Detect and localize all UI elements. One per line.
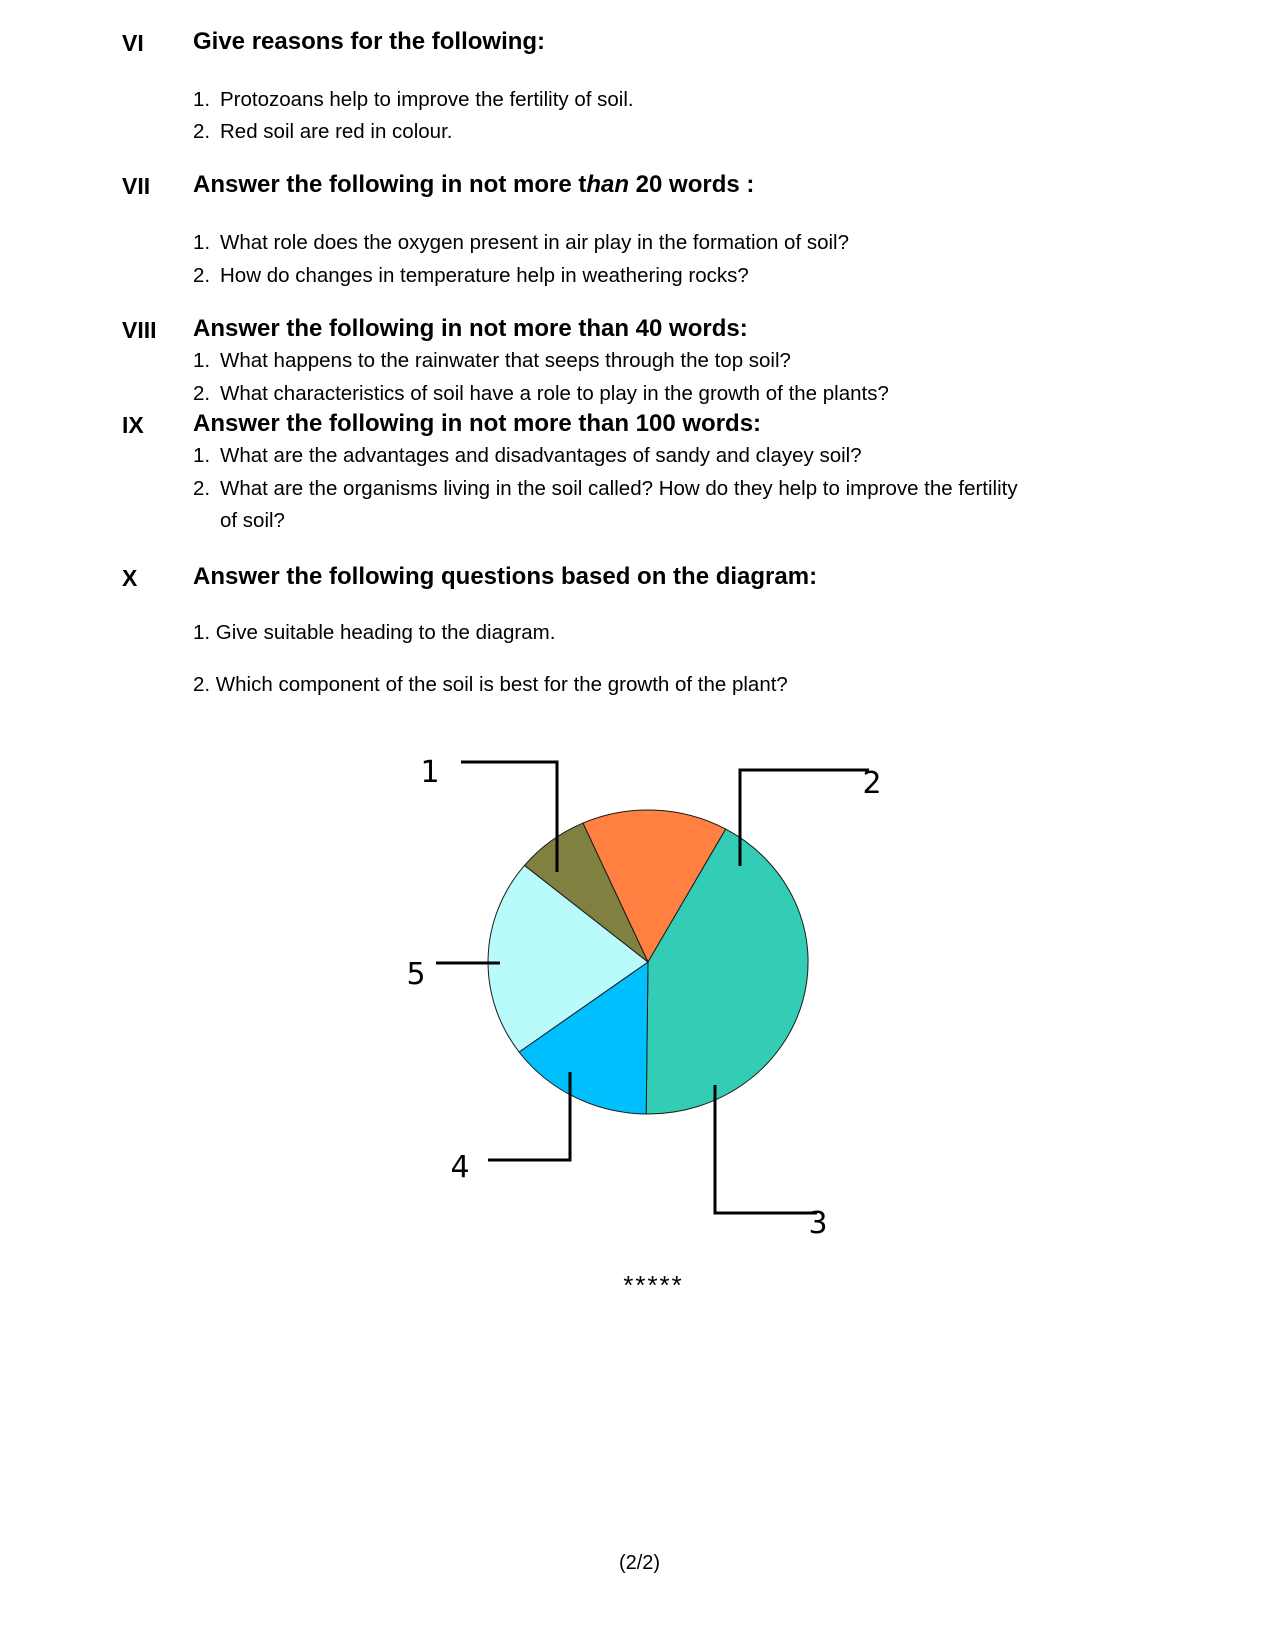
question-number: 1. [193,349,211,372]
section-heading-vi: Give reasons for the following: [193,28,546,55]
question-number: 1. [193,231,211,254]
callout-label-5: 5 [406,957,426,992]
pie-slices [488,810,808,1114]
question-x-1: 1. Give suitable heading to the diagram. [193,621,556,644]
question-text: How do changes in temperature help in weathering rocks? [220,264,749,287]
callout-line-3 [715,1085,817,1213]
callout-label-2: 2 [862,766,882,801]
question-text: What are the advantages and disadvantages of sandy and clayey soil? [220,444,862,467]
section-numeral-ix: IX [122,412,144,438]
question-text: What characteristics of soil have a role to play in the growth of the plants? [220,382,889,405]
callout-label-1: 1 [420,755,440,790]
question-text: What role does the oxygen present in air play in the formation of soil? [220,231,850,254]
question-number: 2. [193,264,211,287]
question-number: 1. [193,444,211,467]
callout-label-3: 3 [808,1206,828,1241]
heading-part: 20 words : [629,171,755,198]
section-heading-viii: Answer the following in not more than 40 words: [193,315,748,342]
page-number: (2/2) [618,1552,661,1574]
question-number: 2. [193,120,211,143]
question-text: What are the organisms living in the soil called? How do they help to improve the fertility [220,477,1018,500]
section-heading-x: Answer the following questions based on the diagram: [193,563,818,590]
section-numeral-vii: VII [122,173,151,199]
callout-line-2 [740,770,869,866]
heading-part: Answer the following in not more t [193,171,587,198]
question-number: 2. [193,477,211,500]
question-x-2: 2. Which component of the soil is best for the growth of the plant? [193,673,788,696]
question-text: Protozoans help to improve the fertility of soil. [220,88,634,111]
heading-italic-part: han [586,171,629,198]
question-text: Red soil are red in colour. [220,120,453,143]
callout-label-4: 4 [450,1150,470,1185]
question-text: What happens to the rainwater that seeps through the top soil? [220,349,791,372]
section-numeral-x: X [122,565,138,591]
section-numeral-viii: VIII [122,317,157,343]
question-ix-2-continuation: of soil? [220,509,285,532]
question-number: 2. [193,382,211,405]
question-number: 1. [193,88,211,111]
end-marker: ***** [623,1270,684,1300]
section-numeral-vi: VI [122,30,144,56]
section-heading-ix: Answer the following in not more than 100 words: [193,410,762,437]
